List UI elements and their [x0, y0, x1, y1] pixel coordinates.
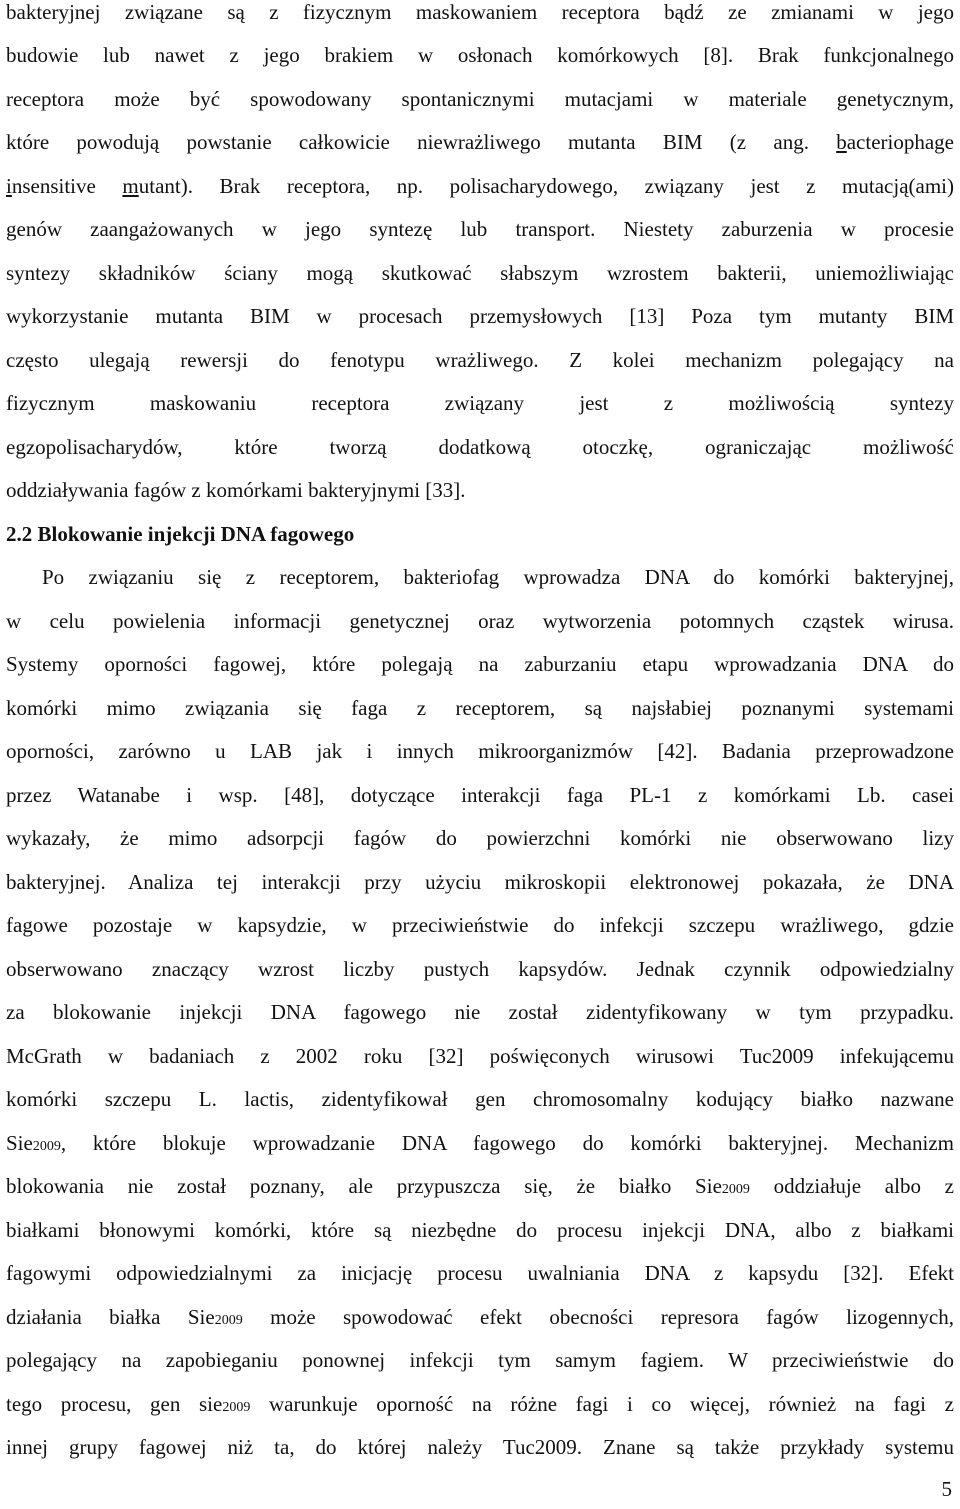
text-line: Systemy oporności fagowej, które polegają na zaburzaniu etapu wprowadzania DNA do [6, 652, 954, 676]
text-line: wykorzystanie mutanta BIM w procesach przemysłowych [13] Poza tym mutanty BIM [6, 304, 954, 328]
text-segment: , które blokuje wprowadzanie DNA fagowego do komórki bakteryjnej. Mechanizm [60, 1131, 954, 1155]
text-line [6, 1122, 954, 1166]
text-line: budowie lub nawet z jego brakiem w osłonach komórkowych [8]. Brak funkcjonalnego [6, 43, 954, 67]
subscript: 2009 [222, 1400, 251, 1415]
page-number: 5 [941, 1477, 952, 1501]
text-line: fizycznym maskowaniu receptora związany jest z możliwością syntezy [6, 391, 954, 415]
text-segment: warunkuje oporność na różne fagi i co więcej, również na fagi z [250, 1392, 954, 1416]
text-line: egzopolisacharydów, które tworzą dodatkową otoczkę, ograniczając możliwość [6, 435, 954, 459]
text-line: innej grupy fagowej niż ta, do której należy Tuc2009. Znane są także przykłady systemu [6, 1435, 954, 1459]
acronym-letter-m: m [122, 174, 139, 198]
text-line: komórki mimo związania się faga z receptorem, są najsłabiej poznanymi systemami [6, 696, 954, 720]
text-line: białkami błonowymi komórki, które są niezbędne do procesu injekcji DNA, albo z białkami [6, 1218, 954, 1242]
section-heading: 2.2 Blokowanie injekcji DNA fagowego [6, 522, 355, 546]
text-line: syntezy składników ściany mogą skutkować słabszym wzrostem bakterii, uniemożliwiając [6, 261, 954, 285]
text-line: wykazały, że mimo adsorpcji fagów do powierzchni komórki nie obserwowano lizy [6, 826, 954, 850]
text-line: genów zaangażowanych w jego syntezę lub transport. Niestety zaburzenia w procesie [6, 217, 954, 241]
text-line: za blokowanie injekcji DNA fagowego nie został zidentyfikowany w tym przypadku. [6, 1000, 954, 1024]
acronym-letter-i: i [6, 174, 12, 198]
text-segment: które powodują powstanie całkowicie niewrażliwego mutanta BIM (z ang. [6, 130, 809, 154]
text-line: McGrath w badaniach z 2002 roku [32] poświęconych wirusowi Tuc2009 infekującemu [6, 1044, 954, 1068]
acronym-letter-b: b [836, 130, 847, 154]
text-segment: blokowania nie został poznany, ale przypuszcza się, że białko Sie [6, 1174, 722, 1198]
text-segment: nsensitive [11, 174, 96, 198]
text-line [6, 1165, 954, 1209]
text-line: w celu powielenia informacji genetycznej oraz wytworzenia potomnych cząstek wirusa. [6, 609, 954, 633]
text-line: obserwowano znaczący wzrost liczby pustych kapsydów. Jednak czynnik odpowiedzialny [6, 957, 954, 981]
text-segment: utant). Brak receptora, np. polisacharydowego, związany jest z mutacją(ami) [138, 174, 954, 198]
text-line [6, 1383, 954, 1427]
text-line: komórki szczepu L. lactis, zidentyfikował gen chromosomalny kodujący białko nazwane [6, 1087, 954, 1111]
text-line [6, 121, 954, 165]
text-line: receptora może być spowodowany spontanicznymi mutacjami w materiale genetycznym, [6, 87, 954, 111]
text-line: fagowymi odpowiedzialnymi za inicjację procesu uwalniania DNA z kapsydu [32]. Efekt [6, 1261, 954, 1285]
text-line: oporności, zarówno u LAB jak i innych mikroorganizmów [42]. Badania przeprowadzone [6, 739, 954, 763]
text-line: często ulegają rewersji do fenotypu wrażliwego. Z kolei mechanizm polegający na [6, 348, 954, 372]
text-line: przez Watanabe i wsp. [48], dotyczące interakcji faga PL-1 z komórkami Lb. casei [6, 783, 954, 807]
text-line [6, 165, 954, 209]
text-line: polegający na zapobieganiu ponownej infekcji tym samym fagiem. W przeciwieństwie do [6, 1348, 954, 1372]
text-segment: tego procesu, gen sie [6, 1392, 223, 1416]
text-segment: oddziałuje albo z [749, 1174, 954, 1198]
subscript: 2009 [214, 1313, 243, 1328]
text-segment: acteriophage [846, 130, 954, 154]
subscript: 2009 [721, 1182, 750, 1197]
text-segment: może spowodować efekt obecności represora fagów lizogennych, [242, 1305, 954, 1329]
subscript: 2009 [32, 1139, 61, 1154]
text-line [6, 1296, 954, 1340]
text-line: oddziaływania fagów z komórkami bakteryjnymi [33]. [6, 478, 466, 502]
text-segment: działania białka Sie [6, 1305, 215, 1329]
text-line: fagowe pozostaje w kapsydzie, w przeciwieństwie do infekcji szczepu wrażliwego, gdzie [6, 913, 954, 937]
text-line: Po związaniu się z receptorem, bakteriofag wprowadza DNA do komórki bakteryjnej, [42, 565, 954, 589]
text-segment: Sie [6, 1131, 33, 1155]
text-line: bakteryjnej związane są z fizycznym maskowaniem receptora bądź ze zmianami w jego [6, 0, 954, 24]
text-line: bakteryjnej. Analiza tej interakcji przy użyciu mikroskopii elektronowej pokazała, że DNA [6, 870, 954, 894]
